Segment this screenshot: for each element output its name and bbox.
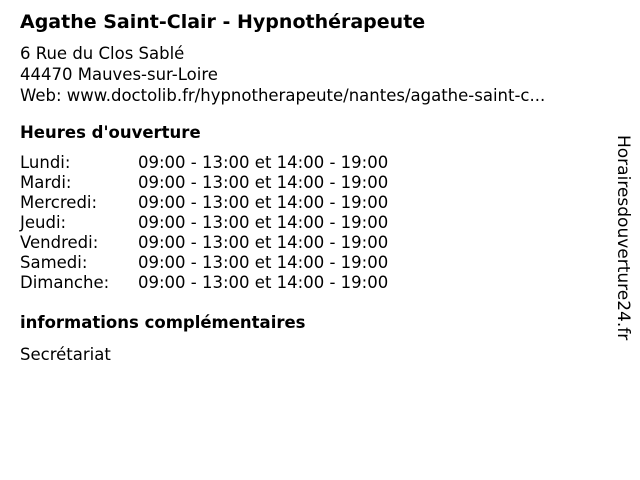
- day-label: Vendredi:: [20, 233, 99, 252]
- site-watermark: Horairesdouverture24.fr: [613, 135, 633, 341]
- hours-row-wednesday: [20, 193, 388, 213]
- opening-hours-heading: Heures d'ouverture: [20, 123, 201, 142]
- hours-row-tuesday: [20, 173, 388, 193]
- hours-row-thursday: [20, 213, 388, 233]
- time-range: 09:00 - 13:00 et 14:00 - 19:00: [138, 193, 389, 212]
- hours-row-saturday: [20, 253, 388, 273]
- additional-info-text: Secrétariat: [20, 345, 111, 364]
- business-name: Agathe Saint-Clair - Hypnothérapeute: [20, 11, 426, 33]
- website-line: Web: www.doctolib.fr/hypnotherapeute/nantes/agathe-saint-c...: [20, 86, 546, 105]
- time-range: 09:00 - 13:00 et 14:00 - 19:00: [138, 253, 389, 272]
- hours-row-sunday: [20, 273, 388, 293]
- hours-row-monday: [20, 153, 388, 173]
- city-address: 44470 Mauves-sur-Loire: [20, 65, 218, 84]
- day-label: Jeudi:: [20, 213, 67, 232]
- day-label: Mercredi:: [20, 193, 98, 212]
- time-range: 09:00 - 13:00 et 14:00 - 19:00: [138, 233, 389, 252]
- time-range: 09:00 - 13:00 et 14:00 - 19:00: [138, 213, 389, 232]
- additional-info-heading: informations complémentaires: [20, 313, 306, 332]
- day-label: Mardi:: [20, 173, 72, 192]
- street-address: 6 Rue du Clos Sablé: [20, 44, 185, 63]
- day-label: Dimanche:: [20, 273, 110, 292]
- address-block: [20, 43, 545, 106]
- time-range: 09:00 - 13:00 et 14:00 - 19:00: [138, 273, 389, 292]
- time-range: 09:00 - 13:00 et 14:00 - 19:00: [138, 153, 389, 172]
- hours-row-friday: [20, 233, 388, 253]
- opening-hours-table: [20, 153, 388, 293]
- day-label: Samedi:: [20, 253, 88, 272]
- time-range: 09:00 - 13:00 et 14:00 - 19:00: [138, 173, 389, 192]
- day-label: Lundi:: [20, 153, 71, 172]
